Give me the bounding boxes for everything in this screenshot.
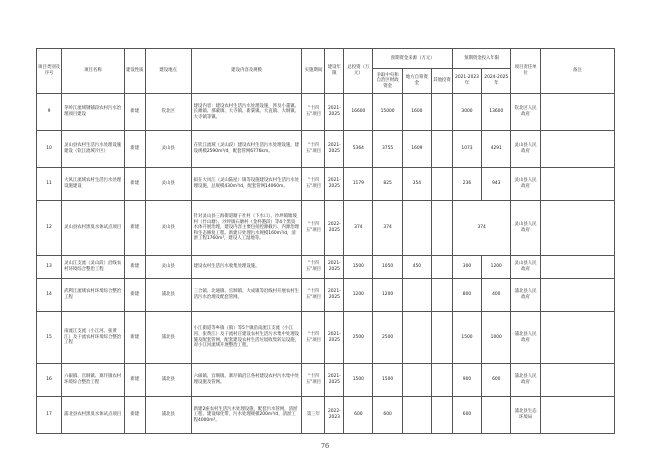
cell-remark [540,364,614,397]
cell-name: 武利江流域农村环境综合整治工程 [62,279,125,312]
col-central: 争取中央和自治区财政资金 [373,69,402,94]
col-other: 其他投资 [431,69,452,94]
cell-total: 374 [344,201,373,256]
cell-other [431,168,452,201]
col-local: 地方自筹资金 [402,69,431,94]
col-name: 项目名称 [62,49,125,94]
cell-location: 灵山县 [145,168,191,201]
cell-remark [540,312,614,364]
table-row [37,364,615,397]
cell-location: 浦北县 [145,312,191,364]
header-row [37,49,615,69]
cell-y2123: 600 [452,397,481,434]
table-row [37,397,615,434]
cell-central: 1500 [373,364,402,397]
cell-y2425: 1200 [482,256,511,279]
cell-nature: 新建 [124,397,145,434]
cell-remark [540,256,614,279]
cell-central: 825 [373,168,402,201]
cell-central: 15000 [373,94,402,131]
col-y2123: 2021-2023年 [452,69,481,94]
cell-other [431,94,452,131]
cell-total: 1179 [344,168,373,201]
cell-nature: 新建 [124,256,145,279]
cell-y2425: 600 [482,364,511,397]
table-row [37,201,615,256]
cell-unit: 浦北县人民政府 [511,312,540,364]
cell-years: 2021-2025 [325,279,344,312]
col-period: 实施期间 [302,49,325,94]
cell-years: 2021-2025 [325,131,344,168]
cell-name: 大风江流域农村生活污水处理设施建设 [62,168,125,201]
cell-other [431,279,452,312]
cell-name: 浦北县农村黑臭水体试点项目 [62,397,125,434]
col-location: 建设地点 [145,49,191,94]
col-y2425: 2024-2025年 [482,69,511,94]
cell-y2425 [482,397,511,434]
col-years: 建设年限 [325,49,344,94]
cell-y2123: 1073 [452,131,481,168]
cell-location: 浦北县 [145,279,191,312]
col-content: 建设内容及规模 [191,49,302,94]
cell-no: 17 [37,397,62,434]
cell-no: 12 [37,201,62,256]
cell-other [431,312,452,364]
cell-other [431,201,452,256]
cell-y2425: 1000 [482,312,511,364]
cell-y2123: 3000 [452,94,481,131]
cell-content: 建设农村生活污水收集处理设施。 [191,256,302,279]
cell-y2123: 900 [452,364,481,397]
cell-period: "十四五"项目 [302,168,325,201]
cell-no: 14 [37,279,62,312]
cell-no: 9 [37,94,62,131]
cell-nature: 新建 [124,312,145,364]
cell-unit: 浦北县生态环境局 [511,397,540,434]
col-nature: 建设性质 [124,49,145,94]
cell-central: 3755 [373,131,402,168]
cell-central: 1200 [373,279,402,312]
cell-period: "十四五"项目 [302,131,325,168]
cell-total: 1200 [344,279,373,312]
cell-nature: 新建 [124,364,145,397]
cell-name: 茅岭江流域钢铺段农村污水治理项目建设 [62,94,125,131]
cell-period: "十四五"项目 [302,364,325,397]
cell-content: 建设内容：建设农村生活污水处理设施，涉及小董镇、长滩镇、那蒙镇、大寺镇、新棠镇、大直镇、大垌镇、大寺镇等镇。 [191,94,302,131]
cell-local [402,364,431,397]
cell-unit: 浦北县人民政府 [511,364,540,397]
table-row [37,168,615,201]
col-total: 总投资（万元） [344,49,373,94]
cell-local: 1600 [402,94,431,131]
cell-location: 浦北县 [145,397,191,434]
cell-location: 浦北县 [145,364,191,397]
cell-content: 六硍镇、官垌镇、寨圩镇沿江各村建设农村污水集中处理设施及管网。 [191,364,302,397]
col-category: 项目类别及序号 [37,49,62,94]
cell-total: 16600 [344,94,373,131]
col-unit: 项目责任单位 [511,49,540,94]
cell-total: 5364 [344,131,373,168]
cell-nature: 新建 [124,279,145,312]
cell-local: 450 [402,256,431,279]
cell-period: "十四五"项目 [302,279,325,312]
table-row [37,94,615,131]
cell-local [402,312,431,364]
cell-name: 六硍镇、官垌镇、寨圩镇农村环境综合整治工程 [62,364,125,397]
cell-nature: 新建 [124,168,145,201]
cell-local [402,279,431,312]
cell-remark [540,94,614,131]
cell-y2123: 236 [452,168,481,201]
col-remark: 备注 [540,49,614,94]
cell-no: 11 [37,168,62,201]
cell-y2425: 400 [482,279,511,312]
cell-content: 小江街道等乡镇（镇）等5个镇沿南流江支流（小江河、张黄江）及干流村庄建设农村生活污水集中处理设施及配套管网，配套建设农村生活垃圾收集转运设施，对小江河流域开展整治工程。 [191,312,302,364]
cell-y2425: 13600 [482,94,511,131]
cell-y2425: 4291 [482,131,511,168]
cell-local [402,201,431,256]
cell-central: 374 [373,201,402,256]
table-row [37,279,615,312]
cell-period: "十四五"项目 [302,201,325,256]
cell-content: 新建2座农村生活污水处理设施，配套污水管网，清淤工程，建设绿化带，污水处理规模200m³/d，清淤工程4000m³。 [191,397,302,434]
cell-name: 灵山县农村黑臭水体试点项目 [62,201,125,256]
col-funding: 预期资金来源（万元） [373,49,452,69]
cell-years: 2021-2025 [325,364,344,397]
cell-unit: 灵山县人民政府 [511,201,540,256]
cell-total: 1500 [344,364,373,397]
project-table [36,48,615,434]
cell-period: "十四五"项目 [302,312,325,364]
cell-nature: 新建 [124,94,145,131]
cell-name: 灵山县农村生活污水处理设施建设（钦江流域片区） [62,131,125,168]
cell-remark [540,168,614,201]
cell-years: 2021-2025 [325,168,344,201]
cell-no: 15 [37,312,62,364]
cell-years: 2021-2025 [325,256,344,279]
cell-unit: 灵山县人民政府 [511,131,540,168]
cell-name: 灵山江支流（灵山段）沿线农村环境综合整治工程 [62,256,125,279]
cell-nature: 新建 [124,201,145,256]
cell-location: 灵山县 [145,131,191,168]
cell-central: 2500 [373,312,402,364]
cell-years: 2021-2025 [325,94,344,131]
cell-local: 1609 [402,131,431,168]
cell-central: 600 [373,397,402,434]
table-row [37,312,615,364]
cell-other [431,364,452,397]
page-number: 76 [320,442,330,450]
cell-location: 钦北区 [145,94,191,131]
cell-y2425: 943 [482,168,511,201]
cell-years: 2022-2025 [325,201,344,256]
cell-no: 16 [37,364,62,397]
cell-other [431,131,452,168]
cell-no: 13 [37,256,62,279]
cell-nature: 新建 [124,131,145,168]
cell-content: 拟在大风江（灵山陆屋）镇等设施建设农村生活污水处理设施，总规模430m³/d，配套管网14060m。 [191,168,302,201]
cell-remark [540,397,614,434]
cell-y2123: 300 [452,256,481,279]
cell-no: 10 [37,131,62,168]
cell-other [431,256,452,279]
cell-local [402,397,431,434]
cell-content: 三合镇、北通镇、官垌镇、大成镇等沿线村开展农村生活污水治理及配套管网。 [191,279,302,312]
cell-period: "十四五"项目 [302,256,325,279]
cell-central: 1050 [373,256,402,279]
cell-period: "十四五"项目 [302,94,325,131]
cell-total: 1500 [344,256,373,279]
cell-years: 2021-2025 [325,312,344,364]
cell-unit: 灵山县人民政府 [511,168,540,201]
cell-unit: 钦北区人民政府 [511,94,540,131]
cell-remark [540,279,614,312]
cell-location: 灵山县 [145,201,191,256]
cell-total: 600 [344,397,373,434]
table-row [37,256,615,279]
table-row [37,131,615,168]
cell-content: 针对灵山县三海街道塘子社村（下水口）、沙坪镇塘坡村（竹山塘）、沙坪镇石塘村（金杯港段）等4个黑臭水体开展治理，建设内容主要包括控源截污、内源治理和生态修复工程。新建日处理污水规模160m³/d，清淤工程1760m³，建设人工湿地等。 [191,201,302,256]
cell-name: 南流江支流（小江河、张黄江）及干流农村环境综合整治工程 [62,312,125,364]
cell-local: 354 [402,168,431,201]
cell-total: 2500 [344,312,373,364]
cell-unit: 浦北县人民政府 [511,279,540,312]
cell-unit: 灵山县人民政府 [511,256,540,279]
cell-y2123: 374 [452,201,511,256]
cell-remark [540,201,614,256]
cell-location: 灵山县 [145,256,191,279]
cell-years: 2022-2023 [325,397,344,434]
cell-other [431,397,452,434]
cell-content: 在钦江流域（灵山段）建设农村生活污水处理设施，建设规模2590m³/d，配套管网6776km。 [191,131,302,168]
cell-y2123: 800 [452,279,481,312]
cell-period: 第三年 [302,397,325,434]
col-annual: 预期资金投入年限 [452,49,511,69]
cell-remark [540,131,614,168]
cell-y2123: 1500 [452,312,481,364]
